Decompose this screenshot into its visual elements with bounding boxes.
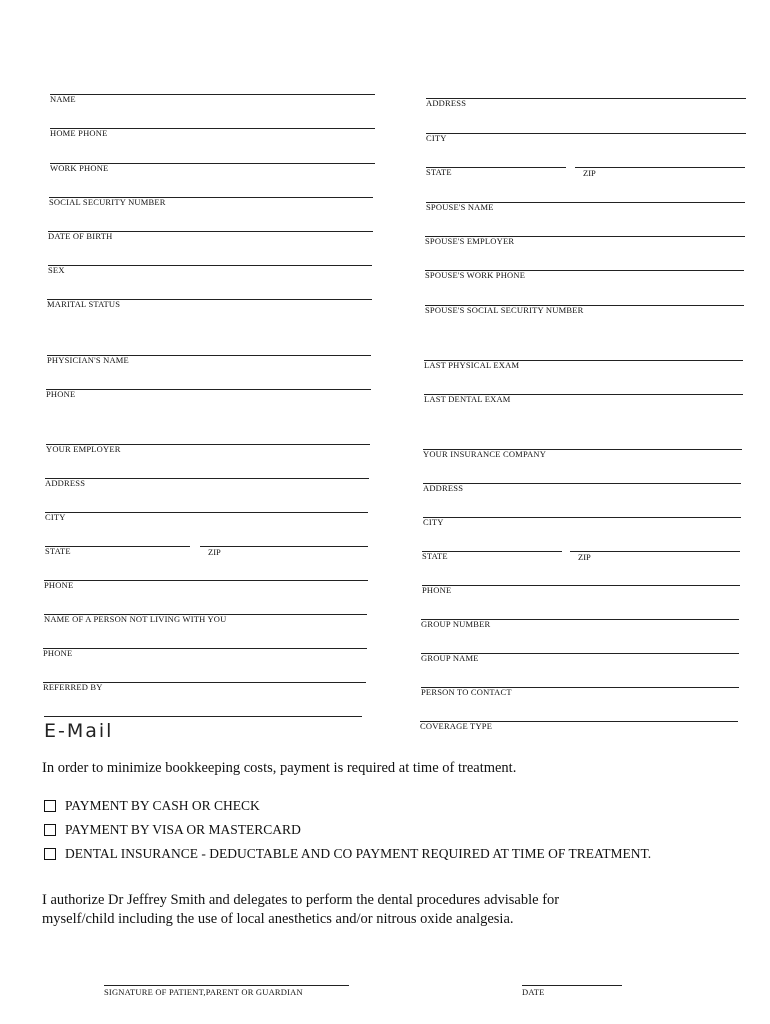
- name-label: NAME: [50, 94, 76, 104]
- employer-zip-field[interactable]: [200, 546, 368, 561]
- dob-label: DATE OF BIRTH: [48, 231, 113, 241]
- insurance-address-label: ADDRESS: [423, 483, 464, 493]
- ssn-field[interactable]: [49, 197, 373, 212]
- spouse-employer-field[interactable]: [425, 236, 745, 251]
- last-physical-exam-field[interactable]: [424, 360, 743, 375]
- employer-city-field[interactable]: [45, 512, 368, 527]
- insurance-address-field[interactable]: [423, 483, 741, 498]
- cash-check-label: PAYMENT BY CASH OR CHECK: [65, 798, 260, 813]
- option-visa-mastercard[interactable]: [44, 822, 301, 838]
- insurance-state-label: STATE: [422, 551, 448, 561]
- employer-address-field[interactable]: [45, 478, 369, 493]
- dental-insurance-label: DENTAL INSURANCE - DEDUCTABLE AND CO PAYMENT REQUIRED AT TIME OF TREATMENT.: [65, 846, 652, 861]
- spouse-employer-label: SPOUSE'S EMPLOYER: [425, 236, 515, 246]
- date-field[interactable]: [522, 985, 622, 997]
- address-field[interactable]: [426, 98, 746, 113]
- spouse-ssn-field[interactable]: [425, 305, 744, 320]
- relative-phone-label: PHONE: [43, 648, 73, 658]
- marital-status-field[interactable]: [47, 299, 372, 314]
- coverage-type-field[interactable]: [420, 721, 738, 736]
- visa-mastercard-label: PAYMENT BY VISA OR MASTERCARD: [65, 822, 301, 837]
- spouse-name-label: SPOUSE'S NAME: [426, 202, 494, 212]
- state-label: STATE: [426, 167, 452, 177]
- state-field[interactable]: [426, 167, 566, 182]
- city-field[interactable]: [426, 133, 746, 148]
- employer-field[interactable]: [46, 444, 370, 459]
- relative-name-label: NAME OF A PERSON NOT LIVING WITH YOU: [44, 614, 227, 624]
- employer-state-field[interactable]: [45, 546, 190, 561]
- employer-phone-field[interactable]: [44, 580, 368, 595]
- date-label: DATE: [522, 987, 545, 997]
- work-phone-field[interactable]: [50, 163, 375, 178]
- option-dental-insurance[interactable]: [44, 846, 651, 862]
- physician-phone-field[interactable]: [46, 389, 371, 404]
- insurance-state-field[interactable]: [422, 551, 562, 566]
- last-physical-exam-label: LAST PHYSICAL EXAM: [424, 360, 520, 370]
- visa-mastercard-checkbox[interactable]: [44, 824, 56, 836]
- address-label: ADDRESS: [426, 98, 467, 108]
- relative-phone-field[interactable]: [43, 648, 367, 663]
- group-number-field[interactable]: [421, 619, 739, 634]
- physician-name-field[interactable]: [47, 355, 371, 370]
- insurance-zip-label: ZIP: [578, 552, 591, 562]
- insurance-city-label: CITY: [423, 517, 444, 527]
- employer-state-label: STATE: [45, 546, 71, 556]
- insurance-company-field[interactable]: [423, 449, 742, 464]
- relative-name-field[interactable]: [44, 614, 367, 629]
- spouse-work-phone-label: SPOUSE'S WORK PHONE: [425, 270, 526, 280]
- insurance-zip-field[interactable]: [570, 551, 740, 566]
- insurance-phone-label: PHONE: [422, 585, 452, 595]
- last-dental-exam-label: LAST DENTAL EXAM: [424, 394, 511, 404]
- authorization-line-1: I authorize Dr Jeffrey Smith and delegates to perform the dental procedures advisable for: [42, 892, 560, 908]
- employer-city-label: CITY: [45, 512, 66, 522]
- group-number-label: GROUP NUMBER: [421, 619, 491, 629]
- zip-field[interactable]: [575, 167, 745, 182]
- marital-status-label: MARITAL STATUS: [47, 299, 121, 309]
- work-phone-label: WORK PHONE: [50, 163, 109, 173]
- physician-phone-label: PHONE: [46, 389, 76, 399]
- employer-address-label: ADDRESS: [45, 478, 86, 488]
- authorization-line-2: myself/child including the use of local anesthetics and/or nitrous oxide analgesia.: [42, 911, 514, 927]
- person-to-contact-field[interactable]: [421, 687, 739, 702]
- employer-phone-label: PHONE: [44, 580, 74, 590]
- person-to-contact-label: PERSON TO CONTACT: [421, 687, 512, 697]
- referred-by-field[interactable]: [43, 682, 366, 697]
- city-label: CITY: [426, 133, 447, 143]
- email-label: E-Mail: [44, 720, 114, 742]
- option-cash-check[interactable]: [44, 798, 260, 814]
- ssn-label: SOCIAL SECURITY NUMBER: [49, 197, 166, 207]
- group-name-field[interactable]: [421, 653, 739, 668]
- signature-field[interactable]: [104, 985, 349, 997]
- group-name-label: GROUP NAME: [421, 653, 479, 663]
- dental-insurance-checkbox[interactable]: [44, 848, 56, 860]
- spouse-name-field[interactable]: [426, 202, 745, 217]
- sex-label: SEX: [48, 265, 65, 275]
- zip-label: ZIP: [583, 168, 596, 178]
- employer-label: YOUR EMPLOYER: [46, 444, 121, 454]
- last-dental-exam-field[interactable]: [424, 394, 743, 409]
- cash-check-checkbox[interactable]: [44, 800, 56, 812]
- spouse-work-phone-field[interactable]: [425, 270, 744, 285]
- insurance-city-field[interactable]: [423, 517, 741, 532]
- spouse-ssn-label: SPOUSE'S SOCIAL SECURITY NUMBER: [425, 305, 584, 315]
- home-phone-label: HOME PHONE: [50, 128, 108, 138]
- sex-field[interactable]: [48, 265, 372, 280]
- payment-notice: In order to minimize bookkeeping costs, payment is required at time of treatment.: [42, 760, 517, 776]
- employer-zip-label: ZIP: [208, 547, 221, 557]
- insurance-phone-field[interactable]: [422, 585, 740, 600]
- coverage-type-label: COVERAGE TYPE: [420, 721, 493, 731]
- name-field[interactable]: [50, 94, 375, 109]
- insurance-company-label: YOUR INSURANCE COMPANY: [423, 449, 547, 459]
- physician-name-label: PHYSICIAN'S NAME: [47, 355, 129, 365]
- dob-field[interactable]: [48, 231, 373, 246]
- referred-by-label: REFERRED BY: [43, 682, 103, 692]
- signature-label: SIGNATURE OF PATIENT,PARENT OR GUARDIAN: [104, 987, 303, 997]
- email-field[interactable]: [44, 716, 362, 717]
- home-phone-field[interactable]: [50, 128, 375, 143]
